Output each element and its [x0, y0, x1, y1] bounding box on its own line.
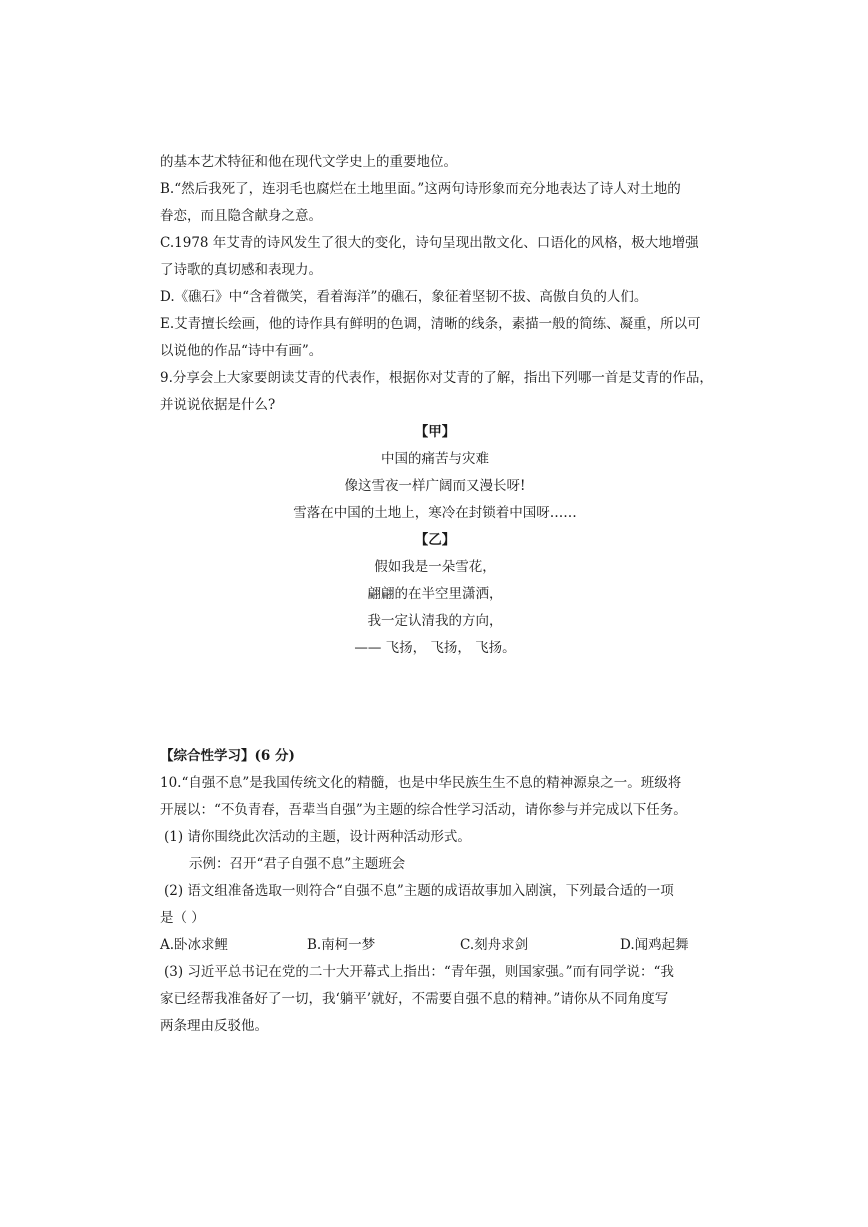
option-c-line2: 了诗歌的真切感和表现力。 [160, 262, 322, 278]
option-b-line1: B.“然后我死了，连羽毛也腐烂在土地里面。”这两句诗形象而充分地表达了诗人对土地的 [160, 181, 681, 197]
question-10-sub2-line1: (2) 语文组准备选取一则符合“自强不息”主题的成语故事加入剧演，下列最合适的一项 [164, 883, 674, 899]
question-10-sub3-line2: 家已经帮我准备好了一切，我‘躺平’就好，不需要自强不息的精神。”请你从不同角度写 [160, 991, 669, 1007]
choice-b: B.南柯一梦 [307, 937, 376, 953]
poem-b-line: 翩翩的在半空里潇洒， [367, 586, 503, 602]
choice-c: C.刻舟求剑 [460, 937, 529, 953]
option-e-line2: 以说他的作品“诗中有画”。 [160, 343, 323, 359]
question-10-line2: 开展以：“不负青春，吾辈当自强”为主题的综合性学习活动，请你参与并完成以下任务。 [160, 802, 687, 818]
poem-a-title: 【甲】 [414, 424, 456, 440]
poem-b-title: 【乙】 [414, 532, 456, 548]
question-9-line1: 9.分享会上大家要朗读艾青的代表作，根据你对艾青的了解，指出下列哪一首是艾青的作品， [160, 370, 713, 386]
option-c-line1: C.1978 年艾青的诗风发生了很大的变化，诗句呈现出散文化、口语化的风格，极大地增强 [160, 235, 699, 251]
poem-a-line: 像这雪夜一样广阔而又漫长呀! [344, 478, 526, 494]
poem-b-line: 假如我是一朵雪花， [374, 559, 496, 575]
option-e-line1: E.艾青擅长绘画，他的诗作具有鲜明的色调，清晰的线条，素描一般的简练、凝重，所以可 [160, 316, 701, 332]
question-10-sub3-line3: 两条理由反驳他。 [160, 1018, 268, 1034]
question-10-sub2-line2: 是（ ） [160, 910, 205, 926]
poem-a-line: 中国的痛苦与灾难 [381, 451, 489, 467]
section-heading: 【综合性学习】(6 分) [160, 748, 295, 764]
question-10-sub3-line1: (3) 习近平总书记在党的二十大开幕式上指出：“青年强，则国家强。”而有同学说：“我 [164, 964, 674, 980]
choice-a: A.卧冰求鲤 [160, 937, 229, 953]
choice-d: D.闻鸡起舞 [620, 937, 689, 953]
poem-b-line: 我一定认清我的方向， [367, 613, 503, 629]
question-10-sub1: (1) 请你围绕此次活动的主题，设计两种活动形式。 [164, 829, 471, 845]
option-d-line: D.《礁石》中“含着微笑，看着海洋”的礁石，象征着坚韧不拔、高傲自负的人们。 [160, 289, 648, 305]
question-10-sub1-example: 示例：召开“君子自强不息”主题班会 [189, 856, 406, 872]
option-b-line2: 眷恋，而且隐含献身之意。 [160, 208, 322, 224]
poem-a-line: 雪落在中国的土地上，寒冷在封锁着中国呀…… [293, 505, 577, 521]
poem-b-line: —— 飞扬， 飞扬， 飞扬。 [354, 640, 516, 656]
question-10-line1: 10.“自强不息”是我国传统文化的精髓，也是中华民族生生不息的精神源泉之一。班级将 [160, 775, 682, 791]
question-9-line2: 并说说依据是什么? [160, 397, 276, 413]
passage-line: 的基本艺术特征和他在现代文学史上的重要地位。 [160, 154, 457, 170]
